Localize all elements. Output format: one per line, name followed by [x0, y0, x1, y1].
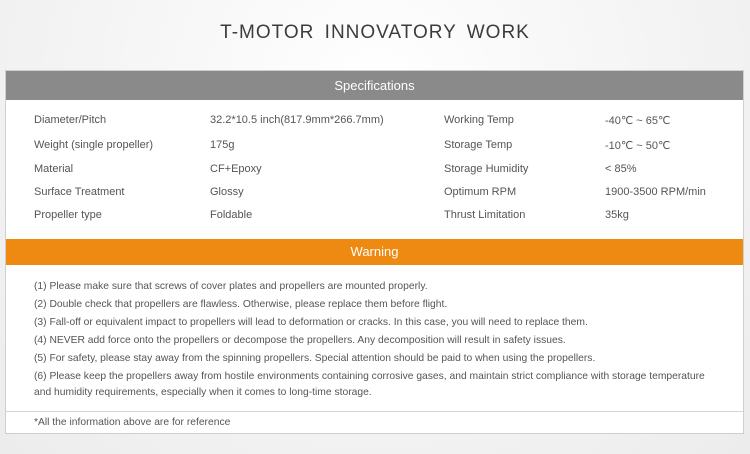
- warning-item: (3) Fall-off or equivalent impact to propellers will lead to deformation or cracks. In this case, you will need to replace them.: [34, 317, 588, 328]
- spec-label: Storage Humidity: [444, 163, 529, 175]
- spec-label: Propeller type: [34, 209, 102, 221]
- footnote: *All the information above are for reference: [34, 417, 231, 428]
- warning-item: (2) Double check that propellers are flawless. Otherwise, please replace them before flight.: [34, 299, 448, 310]
- warning-item: (1) Please make sure that screws of cover plates and propellers are mounted properly.: [34, 281, 428, 292]
- spec-value: CF+Epoxy: [210, 163, 262, 175]
- spec-label: Storage Temp: [444, 139, 513, 151]
- spec-label: Optimum RPM: [444, 186, 517, 198]
- spec-row: [6, 209, 743, 227]
- specifications-table: [6, 100, 743, 239]
- spec-panel: [5, 70, 744, 434]
- spec-value: < 85%: [605, 163, 637, 175]
- spec-row: [6, 139, 743, 157]
- warning-list: [34, 279, 724, 403]
- specifications-header: Specifications: [6, 71, 743, 100]
- spec-label: Working Temp: [444, 114, 514, 126]
- spec-value: Foldable: [210, 209, 253, 221]
- warning-item: (6) Please keep the propellers away from hostile environments containing corrosive gases, and maintain strict compliance with storage temperature and humidity requirements, especially when it comes to long-time storage.: [34, 371, 705, 398]
- spec-value: 175g: [210, 139, 235, 151]
- spec-label: Diameter/Pitch: [34, 114, 107, 126]
- spec-label: Material: [34, 163, 74, 175]
- warning-header: Warning: [6, 239, 743, 265]
- spec-row: [6, 114, 743, 132]
- spec-row: [6, 186, 743, 204]
- page-title: T-MOTOR INNOVATORY WORK: [220, 22, 530, 43]
- spec-value: -10℃ ~ 50℃: [605, 140, 671, 152]
- divider: [6, 411, 743, 412]
- spec-value: 1900-3500 RPM/min: [605, 186, 706, 198]
- spec-row: [6, 163, 743, 181]
- warning-item: (4) NEVER add force onto the propellers or decompose the propellers. Any decomposition will result in safety issues.: [34, 335, 566, 346]
- spec-value: 35kg: [605, 209, 629, 221]
- warning-item: (5) For safety, please stay away from the spinning propellers. Special attention should be paid to when using the propellers.: [34, 353, 596, 364]
- spec-value: Glossy: [210, 186, 244, 198]
- spec-value: -40℃ ~ 65℃: [605, 115, 671, 127]
- spec-value: 32.2*10.5 inch(817.9mm*266.7mm): [210, 114, 384, 126]
- spec-label: Surface Treatment: [34, 186, 125, 198]
- spec-label: Weight (single propeller): [34, 139, 154, 151]
- spec-label: Thrust Limitation: [444, 209, 526, 221]
